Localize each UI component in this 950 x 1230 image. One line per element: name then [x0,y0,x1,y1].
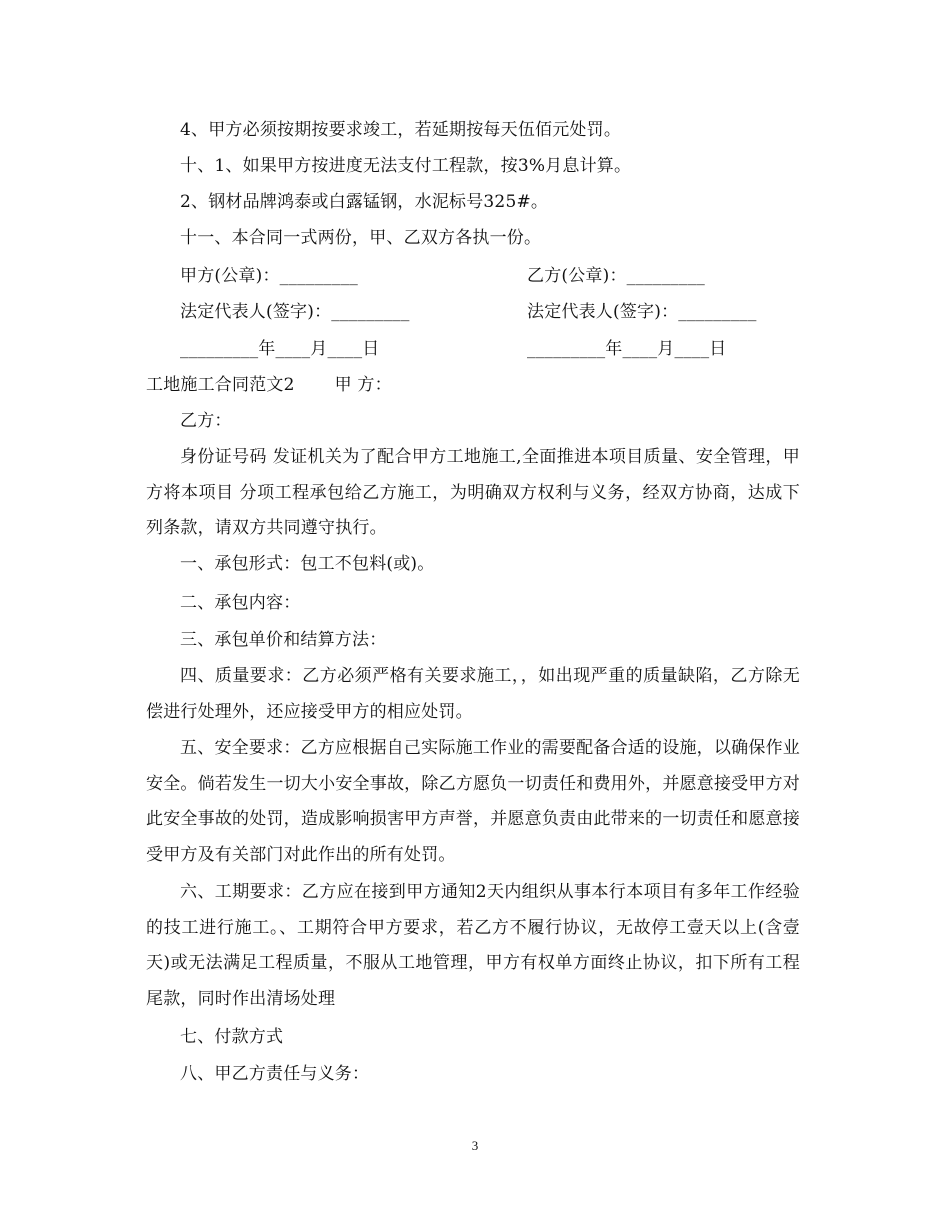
clause-responsibilities: 八、甲乙方责任与义务： [180,1064,370,1084]
party-a-representative: 法定代表人(签字)：_________ [180,302,410,322]
clause-pricing: 三、承包单价和结算方法： [180,630,387,650]
clause-line: 十、1、如果甲方按进度无法支付工程款，按3%月息计算。 [180,156,632,176]
clause-safety: 五、安全要求：乙方应根据自己实际施工作业的需要配备合适的设施，以确保作业安全。倘若发生一切大小安全事故，除乙方愿负一切责任和费用外，并愿意接受甲方对此安全事故的处罚，造成影响损害甲方声誉，并愿意负责由此带来的一切责任和愿意接受甲方及有关部门对此作出的所有处罚。 [146,738,800,865]
party-a-date: _________年____月____日 [180,339,380,359]
clause-form: 一、承包形式：包工不包料(或)。 [180,554,435,574]
clause-quality: 四、质量要求：乙方必须严格有关要求施工，，如出现严重的质量缺陷，乙方除无偿进行处理外，还应接受甲方的相应处罚。 [146,666,800,722]
page-number: 3 [471,1138,479,1153]
intro-paragraph: 身份证号码 发证机关为了配合甲方工地施工,全面推进本项目质量、安全管理，甲方将本项目 分项工程承包给乙方施工，为明确双方权利与义务，经双方协商，达成下列条款，请双方共同遵守执行。 [146,447,800,538]
party-b-label: 乙方： [180,411,232,431]
party-b-seal: 乙方(公章)：_________ [527,266,705,286]
clause-line: 4、甲方必须按期按要求竣工，若延期按每天伍佰元处罚。 [180,120,622,140]
party-b-representative: 法定代表人(签字)：_________ [527,302,757,322]
party-b-date: _________年____月____日 [527,339,727,359]
clause-line: 2、钢材品牌鸿泰或白露锰钢，水泥标号325#。 [180,192,549,212]
party-a-seal: 甲方(公章)：_________ [180,266,358,286]
section-title: 工地施工合同范文2 [146,375,295,395]
party-a-label: 甲 方： [334,375,392,395]
clause-schedule: 六、工期要求：乙方应在接到甲方通知2天内组织从事本行本项目有多年工作经验的技工进行施工。、工期符合甲方要求，若乙方不履行协议，无故停工壹天以上(含壹天)或无法满足工程质量，不服从工地管理，甲方有权单方面终止协议，扣下所有工程尾款，同时作出清场处理 [146,882,800,1009]
clause-line: 十一、本合同一式两份，甲、乙双方各执一份。 [180,228,542,248]
clause-payment: 七、付款方式 [180,1027,284,1047]
clause-content: 二、承包内容： [180,593,301,613]
section-heading-line [146,375,392,395]
